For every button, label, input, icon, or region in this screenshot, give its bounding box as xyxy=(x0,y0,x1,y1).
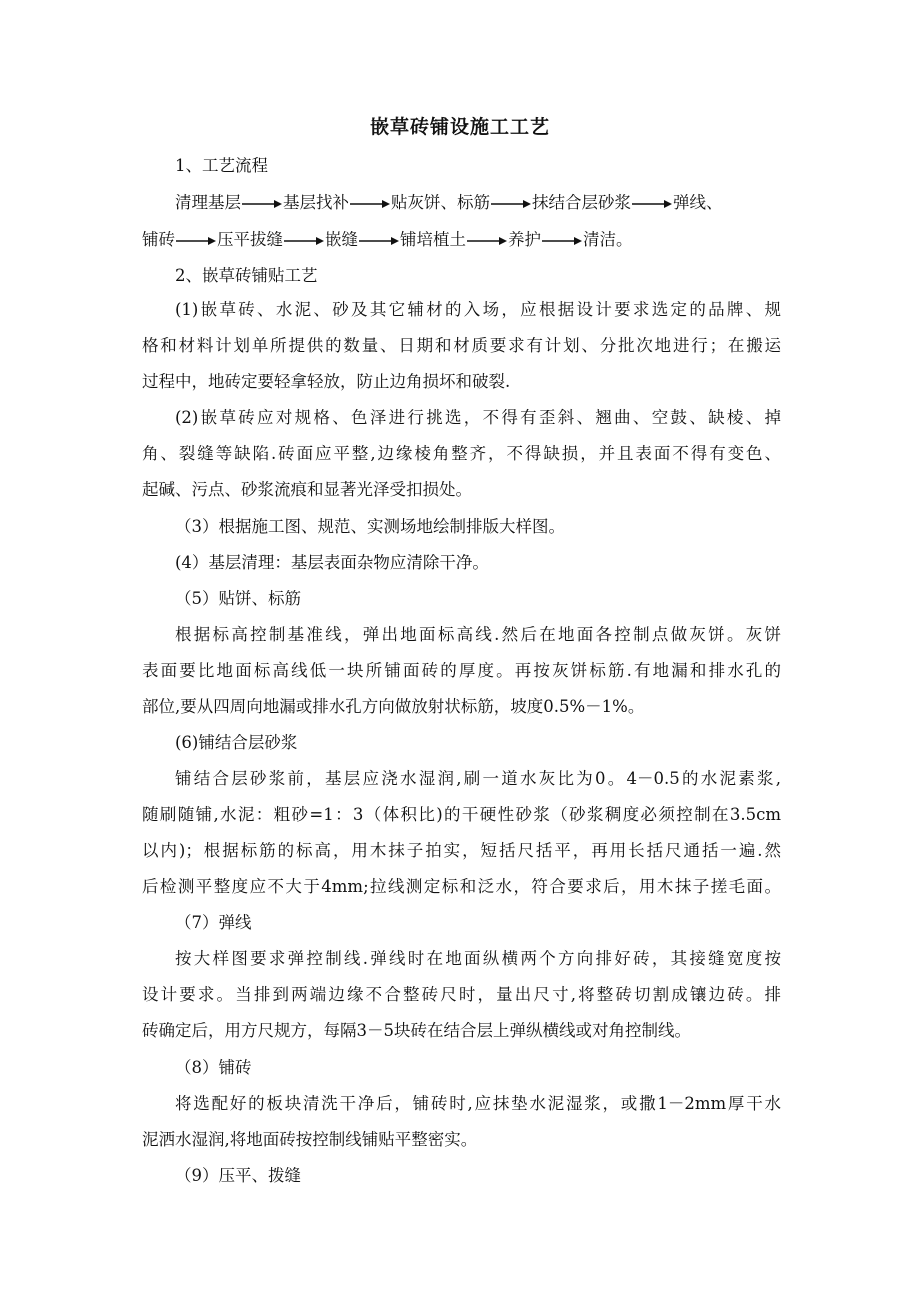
sub-heading: （8）铺砖 xyxy=(175,1058,252,1077)
sub-heading: （5）贴饼、标筋 xyxy=(175,589,301,608)
flow-step: 压平拔缝 xyxy=(217,230,283,249)
paragraph-line: 按大样图要求弹控制线.弹线时在地面纵横两个方向排好砖，其接缝宽度按 xyxy=(175,949,781,968)
flow-step: 养护 xyxy=(508,230,541,249)
flow-step: 清理基层 xyxy=(175,193,241,212)
flow-row-2 xyxy=(142,228,633,252)
arrow-right-icon xyxy=(284,236,324,246)
document-title: 嵌草砖铺设施工工艺 xyxy=(369,116,550,138)
arrow-right-icon xyxy=(359,236,399,246)
arrow-right-icon xyxy=(542,236,582,246)
paragraph-line: (2)嵌草砖应对规格、色泽进行挑选，不得有歪斜、翘曲、空鼓、缺棱、掉 xyxy=(175,408,781,427)
arrow-right-icon xyxy=(176,236,216,246)
flow-step: 抹结合层砂浆 xyxy=(532,193,631,212)
flow-step: 贴灰饼、标筋 xyxy=(391,193,490,212)
paragraph-line: 格和材料计划单所提供的数量、日期和材质要求有计划、分批次地进行；在搬运 xyxy=(142,336,781,355)
arrow-right-icon xyxy=(491,199,531,209)
paragraph-line: 铺结合层砂浆前，基层应浇水湿润,刷一道水灰比为0。4－0.5的水泥素浆, xyxy=(175,769,781,788)
paragraph-line: 将选配好的板块清洗干净后，铺砖时,应抹垫水泥湿浆，或撒1－2mm厚干水 xyxy=(175,1094,781,1113)
section-1-heading: 1、工艺流程 xyxy=(175,156,268,175)
paragraph-line: 随刷随铺,水泥：粗砂=1：3（体积比)的干硬性砂浆（砂浆稠度必须控制在3.5cm xyxy=(142,805,781,824)
flow-row-1 xyxy=(175,191,723,215)
sub-heading: (6)铺结合层砂浆 xyxy=(175,733,298,752)
paragraph-line: 泥洒水湿润,将地面砖按控制线铺贴平整密实。 xyxy=(142,1130,478,1149)
paragraph-line: 后检测平整度应不大于4mm;拉线测定标和泛水，符合要求后，用木抹子搓毛面。 xyxy=(142,877,781,896)
paragraph-line: 表面要比地面标高线低一块所铺面砖的厚度。再按灰饼标筋.有地漏和排水孔的 xyxy=(142,661,781,680)
flow-step: 清洁。 xyxy=(583,230,633,249)
sub-heading: （9）压平、拨缝 xyxy=(175,1166,301,1185)
paragraph-line: 部位,要从四周向地漏或排水孔方向做放射状标筋，坡度0.5%－1%。 xyxy=(142,697,645,716)
paragraph-line: (4）基层清理：基层表面杂物应清除干净。 xyxy=(175,553,489,572)
paragraph-line: 角、裂缝等缺陷.砖面应平整,边缘棱角整齐，不得缺损，并且表面不得有变色、 xyxy=(142,444,781,463)
flow-step: 基层找补 xyxy=(283,193,349,212)
arrow-right-icon xyxy=(632,199,672,209)
paragraph-line: 起碱、污点、砂浆流痕和显著光泽受扣损处。 xyxy=(142,480,472,499)
section-2-heading: 2、嵌草砖铺贴工艺 xyxy=(175,266,318,285)
arrow-right-icon xyxy=(467,236,507,246)
flow-step: 嵌缝 xyxy=(325,230,358,249)
arrow-right-icon xyxy=(350,199,390,209)
flow-step: 铺培植土 xyxy=(400,230,466,249)
sub-heading: （7）弹线 xyxy=(175,913,252,932)
paragraph-line: 设计要求。当排到两端边缘不合整砖尺时，量出尺寸,将整砖切割成镶边砖。排 xyxy=(142,985,781,1004)
paragraph-line: (1)嵌草砖、水泥、砂及其它辅材的入场，应根据设计要求选定的品牌、规 xyxy=(175,300,781,319)
paragraph-line: 以内)；根据标筋的标高，用木抹子拍实，短括尺括平，再用长括尺通括一遍.然 xyxy=(142,841,781,860)
flow-step: 铺砖 xyxy=(142,230,175,249)
paragraph-line: 砖确定后，用方尺规方，每隔3－5块砖在结合层上弹纵横线或对角控制线。 xyxy=(142,1021,691,1040)
arrow-right-icon xyxy=(242,199,282,209)
paragraph-line: 根据标高控制基准线，弹出地面标高线.然后在地面各控制点做灰饼。灰饼 xyxy=(175,625,781,644)
paragraph-line: 过程中，地砖定要轻拿轻放，防止边角损坏和破裂. xyxy=(142,372,511,391)
flow-step: 弹线、 xyxy=(673,193,723,212)
paragraph-line: （3）根据施工图、规范、实测场地绘制排版大样图。 xyxy=(175,517,565,536)
